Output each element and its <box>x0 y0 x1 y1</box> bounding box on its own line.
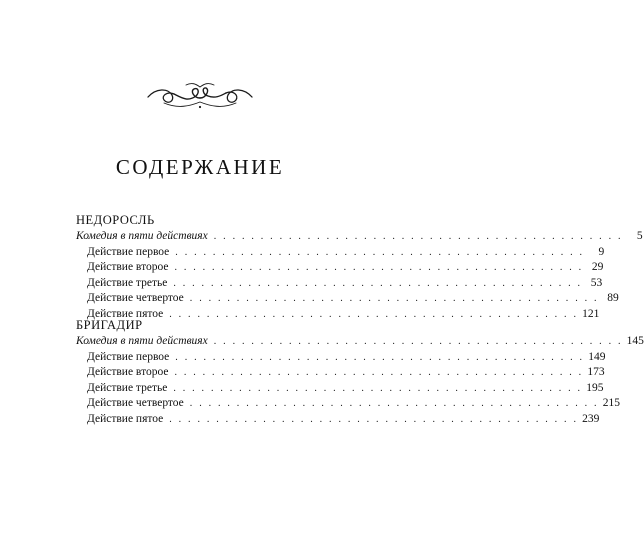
dot-leader: . . . . . . . . . . . . . . . . . . . . . . . . . . . . . . . . . . . . . . . . . . . . <box>175 246 585 258</box>
toc-entry-page: 53 <box>590 276 603 289</box>
dot-leader: . . . . . . . . . . . . . . . . . . . . . . . . . . . . . . . . . . . . . . . . . . . . <box>189 293 599 305</box>
toc-entry <box>76 365 605 381</box>
toc-entry-label: Комедия в пяти действиях <box>76 335 208 347</box>
toc-entry <box>76 350 606 366</box>
toc-entry <box>76 260 604 276</box>
toc-entry <box>76 276 603 292</box>
section-title: БРИГАДИР <box>76 318 143 332</box>
toc-entry-page: 173 <box>587 366 605 379</box>
toc-entry-label: Действие пятое <box>87 307 164 320</box>
toc-entry-page: 149 <box>588 350 606 363</box>
toc-entry-page: 9 <box>598 245 605 258</box>
toc-entry-label: Действие пятое <box>87 412 164 425</box>
toc-entry-page: 29 <box>591 261 604 274</box>
toc-entry-page: 121 <box>582 307 600 320</box>
toc-entry-label: Действие первое <box>87 245 170 258</box>
flourish-ornament-icon <box>142 76 258 112</box>
toc-entry-label: Действие четвертое <box>87 397 184 410</box>
dot-leader: . . . . . . . . . . . . . . . . . . . . . . . . . . . . . . . . . . . . . . . . . . . . <box>213 231 623 242</box>
dot-leader: . . . . . . . . . . . . . . . . . . . . . . . . . . . . . . . . . . . . . . . . . . . . <box>213 336 623 347</box>
toc-entry-page: 89 <box>607 292 619 305</box>
toc-section-nedorosl <box>76 211 643 323</box>
toc-entry <box>76 334 644 350</box>
toc-entry-label: Действие первое <box>87 350 170 363</box>
toc-entry <box>76 291 619 307</box>
dot-leader: . . . . . . . . . . . . . . . . . . . . . . . . . . . . . . . . . . . . . . . . . . . . <box>169 308 579 320</box>
toc-entry <box>76 381 604 397</box>
toc-entry-page: 5 <box>636 230 643 242</box>
toc-entry-page: 195 <box>586 381 604 394</box>
toc-entry-label: Действие второе <box>87 366 169 379</box>
dot-leader: . . . . . . . . . . . . . . . . . . . . . . . . . . . . . . . . . . . . . . . . . . . . <box>174 367 584 379</box>
toc-entry-page: 215 <box>602 397 620 410</box>
section-title: НЕДОРОСЛЬ <box>76 213 155 227</box>
toc-entry-label: Действие третье <box>87 381 168 394</box>
dot-leader: . . . . . . . . . . . . . . . . . . . . . . . . . . . . . . . . . . . . . . . . . . . . <box>175 351 585 363</box>
dot-leader: . . . . . . . . . . . . . . . . . . . . . . . . . . . . . . . . . . . . . . . . . . . . <box>169 413 579 425</box>
toc-entry-label: Действие второе <box>87 261 169 274</box>
toc-section-brigadir <box>76 316 644 428</box>
toc-entry <box>76 245 605 261</box>
toc-entry-page: 145 <box>626 335 644 347</box>
dot-leader: . . . . . . . . . . . . . . . . . . . . . . . . . . . . . . . . . . . . . . . . . . . . <box>173 277 583 289</box>
dot-leader: . . . . . . . . . . . . . . . . . . . . . . . . . . . . . . . . . . . . . . . . . . . . <box>189 398 599 410</box>
dot-leader: . . . . . . . . . . . . . . . . . . . . . . . . . . . . . . . . . . . . . . . . . . . . <box>174 262 584 274</box>
page-title: СОДЕРЖАНИЕ <box>115 155 285 179</box>
dot-leader: . . . . . . . . . . . . . . . . . . . . . . . . . . . . . . . . . . . . . . . . . . . . <box>173 382 583 394</box>
toc-entry <box>76 396 620 412</box>
toc-entry <box>76 412 600 428</box>
toc-entry-page: 239 <box>582 412 600 425</box>
toc-entry <box>76 229 643 245</box>
toc-entry-label: Действие четвертое <box>87 292 184 305</box>
toc-entry-label: Действие третье <box>87 276 168 289</box>
toc-entry-label: Комедия в пяти действиях <box>76 230 208 242</box>
